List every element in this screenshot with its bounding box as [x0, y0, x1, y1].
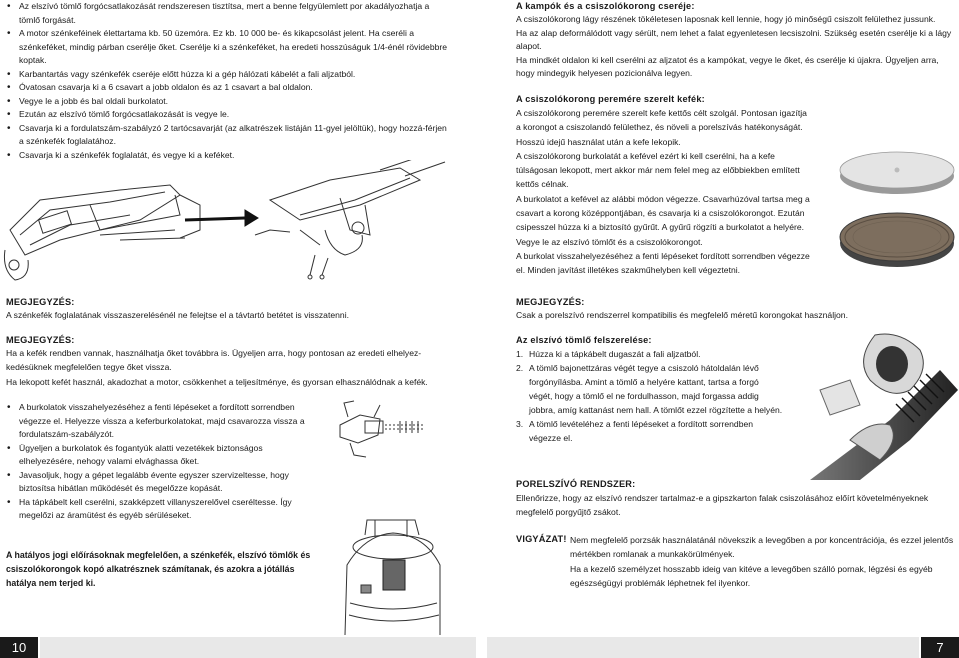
list-item: • Vegye le a jobb és bal oldali burkolatot.: [6, 95, 448, 109]
list-item: • Csavarja ki a szénkefék foglalatát, és vegye ki a keféket.: [6, 149, 448, 163]
hose-section: [516, 334, 784, 445]
section-title: A csiszolókorong peremére szerelt kefék:: [516, 94, 705, 104]
maintenance-bullets: [6, 0, 448, 162]
page-number: 10: [0, 637, 38, 658]
list-item: • A burkolatok visszahelyezéséhez a fenti lépéseket a fordított sorrendben végezze el. Helyezze vissza a keferburkolatokat, majd csavarozza vissza a fordulatszám-szabályzót.: [6, 401, 318, 442]
list-item: • Az elszívó tömlő forgócsatlakozását rendszeresen tisztítsa, mert a benne felgyülemlett por akadályozhatja a tömlő forgását.: [6, 0, 448, 27]
motor-housing-illustration: [335, 515, 450, 635]
reassembly-bullets: [6, 401, 318, 523]
list-item: • Javasoljuk, hogy a gépet legalább évente egyszer szervizeltesse, hogy biztosítsa hibátlan működését és megelőzze kopását.: [6, 469, 318, 496]
list-item: • A motor szénkeféinek élettartama kb. 50 üzemóra. Ez kb. 10 000 be- és kikapcsolást jelent. Ha cseréli a szénkeféket, mindig párban cserélje őket. Cserélje ki a szénkeféket, ha eredeti hosszúságuk 1/4-énél rövidebbre koptak.: [6, 27, 448, 68]
brush-section: [516, 93, 812, 278]
hose-connection-illustration: [790, 330, 958, 480]
note-title: MEGJEGYZÉS:: [6, 335, 75, 345]
body-text: Ha az alap deformálódott vagy sérült, nem lehet a falat egyenletesen lecsiszolni. Szükség esetén cserélje ki a lágy alapot.: [516, 27, 952, 51]
note-brushes: [6, 334, 448, 390]
list-item: • Ezután az elszívó tömlő forgócsatlakozását is vegye le.: [6, 108, 448, 122]
footer-bar: [40, 637, 476, 658]
list-item: • Csavarja ki a fordulatszám-szabályzó 2 tartócsavarját (az alkatrészek listáján 11-gyel jelöltük), hogy hozzá-férjen a szénkefék foglalatához.: [6, 122, 448, 149]
list-item: • Ha tápkábelt kell cserélni, szakképzett villanyszerelővel cseréltesse. Így megelőzi az áramütést és egyéb sérüléseket.: [6, 496, 318, 523]
body-text: A csiszolókorong peremére szerelt kefe kettős célt szolgál. Pontosan igazítja a korongot a csiszolandó felülethez, és növeli a porelszívás hatékonyságát. Hosszú idejű használat után a kefe lekopik.: [516, 108, 807, 147]
disassembly-illustration: [0, 160, 450, 285]
footer-bar: [487, 637, 919, 658]
warranty-notice: A hatályos jogi előírásoknak megfelelően, a szénkefék, elszívó tömlők és csiszolókorongok kopó alkatrésznek számítanak, és azokra a jótállás hatálya nem terjed ki.: [6, 550, 311, 588]
list-item: 3. A tömlő levételéhez a fenti lépéseket a fordított sorrendben végezze el.: [516, 419, 754, 443]
warning-text: Nem megfelelő porzsák használatánál növekszik a levegőben a por koncentrációja, és ezzel jelentős mértékben romlanak a munkakörülmények.: [570, 535, 954, 559]
note-text: Ha a kefék rendben vannak, használhatja őket továbbra is. Ügyeljen arra, hogy pontosan az eredeti elhelyez-kedésüknek megfelelően tegye őket vissza.: [6, 348, 422, 372]
body-text: A csiszolókorong lágy részének tökéletesen laposnak kell lennie, hogy jó minőségű csiszolt felülethez jussunk.: [516, 14, 936, 24]
dust-section: [516, 478, 956, 519]
warning-section: [516, 533, 956, 590]
list-item: 2. A tömlő bajonettzáras végét tegye a csiszoló hátoldalán lévő forgónyílásba. Amint a tömlő a helyére kattant, tartsa a forgó végét, hogy a tömlő el ne fordulhasson, majd forgassa addig jobbra, amíg kattanást nem hall. A tömlőt ezzel rögzítette a helyén.: [516, 363, 783, 415]
body-text: Ha mindkét oldalon ki kell cserélni az aljzatot és a kampókat, vegye le őket, és cserélje ki újakra. Ügyeljen arra, hogy mindegyik helyesen pozicionálva legyen.: [516, 54, 939, 78]
body-text: Vegye le az elszívó tömlőt és a csiszolókorongot.: [516, 236, 703, 247]
section-title: A kampók és a csiszolókorong cseréje:: [516, 1, 695, 11]
sanding-disc-illustration: [838, 205, 956, 270]
list-item: • Óvatosan csavarja ki a 6 csavart a jobb oldalon és az 1 csavart a bal oldalon.: [6, 81, 448, 95]
warning-label: VIGYÁZAT!: [516, 534, 567, 544]
body-text: A csiszolókorong burkolatát a kefével ezért ki kell cserélni, ha a kefe túlságosan lekopott, mert akkor már nem felel meg az előbbiekben említett kettős célnak.: [516, 150, 800, 190]
note-title: MEGJEGYZÉS:: [6, 297, 75, 307]
note-text: A szénkefék foglalatának visszaszerelésénél ne felejtse el a távtartó betétet is visszatenni.: [6, 310, 349, 320]
disc-note: [516, 296, 956, 323]
list-item: 1. Húzza ki a tápkábelt dugaszát a fali aljzatból.: [516, 349, 701, 359]
note-text: Csak a porelszívó rendszerrel kompatibilis és megfelelő méretű korongokat használjon.: [516, 310, 848, 320]
warning-text: Ha a kezelő személyzet hosszabb ideig van kitéve a levegőben szálló pornak, légzési és egyéb egészségügyi problémák léphetnek fel ilyenkor.: [570, 564, 933, 588]
section-title: PORELSZÍVÓ RENDSZER:: [516, 479, 636, 489]
carbon-brush-illustration: [330, 395, 450, 465]
list-item: • Karbantartás vagy szénkefék cseréje előtt húzza ki a gép hálózati kábelét a fali aljzatból.: [6, 68, 448, 82]
sanding-pad-illustration: [838, 148, 956, 198]
note-text: Ha lekopott kefét használ, akadozhat a motor, csökkenhet a teljesítménye, és gyorsan elhasználódnak a kefék.: [6, 377, 428, 387]
pads-section: [516, 0, 956, 81]
body-text: A burkolat visszahelyezéséhez a fenti lépéseket fordított sorrendben végezze el. Minden javítást illetékes szakműhelyben kell végeztetni.: [516, 250, 810, 276]
page-number: 7: [921, 637, 959, 658]
list-item: • Ügyeljen a burkolatok és fogantyúk alatti vezetékek biztonságos elhelyezésére, nehogy valami elvághassa őket.: [6, 442, 318, 469]
section-title: Az elszívó tömlő felszerelése:: [516, 335, 652, 345]
note-spacer: [6, 296, 448, 323]
body-text: Ellenőrizze, hogy az elszívó rendszer tartalmaz-e a gipszkarton falak csiszolásához előírt követelményeknek megfelelő porgyűjtő zsákot.: [516, 493, 929, 517]
body-text: A burkolatot a kefével az alábbi módon végezze. Csavarhúzóval tartsa meg a csavart a korong középpontjában, és csavarja ki a csiszolókorongot. Ezután csipesszel húzza ki a biztosító gyűrűt. A gyűrű rögzíti a burkolatot a helyére.: [516, 193, 810, 233]
note-title: MEGJEGYZÉS:: [516, 297, 585, 307]
